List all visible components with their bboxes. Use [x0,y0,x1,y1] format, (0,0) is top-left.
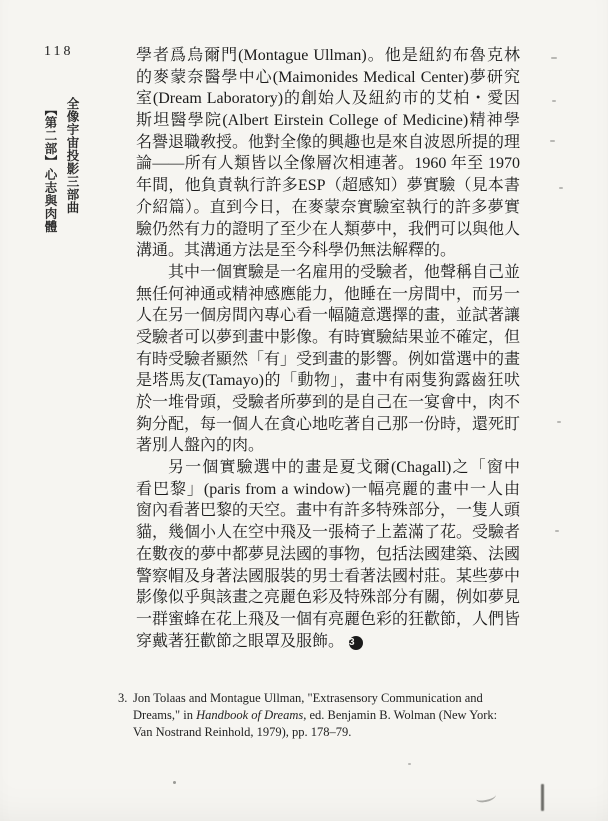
scan-artifact-dash [541,784,544,811]
footnote-number: 3. [118,691,128,705]
text-line: 窗內看著巴黎的天空。畫中有許多特殊部分，一隻人頭 [136,502,521,520]
scan-artifact-dot [173,781,176,784]
text-line: 室(Dream Laboratory)的創始人及紐約市的艾柏・愛因 [136,90,520,108]
text-line: 於一堆骨頭，受驗者所夢到的是自己在一宴會中，肉不 [136,394,521,411]
text-line: 受驗者可以夢到畫中影像。有時實驗結果並不確定，但 [136,328,521,346]
text-line: 在數夜的夢中都夢見法國的事物，包括法國建築、法國 [136,545,521,563]
text-line: 學者爲烏爾門(Montague Ullman)。他是紐約布魯克林 [136,47,520,64]
footnote-book-title: Handbook of Dreams [196,708,304,722]
text-line: 年間，他負責執行許多ESP（超感知）夢實驗（見本書 [136,177,520,195]
scan-artifact-tick [555,530,559,532]
spine-series-title: 全像宇宙投影三部曲 [65,97,79,214]
footnote-text: Jon Tolaas and Montague Ullman, "Extrasensory Communication and [133,691,483,705]
text-line: 介紹篇）。直到今日，在麥蒙奈實驗室執行的許多夢實 [136,198,520,216]
text-line-final: 穿戴著狂歡節之眼罩及服飾。 [136,632,345,650]
text-line: 夠分配，每一個人在貪心地吃著自己那一份時，還死盯 [136,415,521,433]
scan-artifact-tick [408,763,411,765]
text-line: 斯坦醫學院(Albert Eirstein College of Medicine)精神學 [136,112,520,130]
text-line: 其中一個實驗是一名雇用的受驗者，他聲稱自己並 [168,263,521,281]
text-line: 是塔馬友(Tamayo)的「動物」，畫中有兩隻狗露齒狂吠 [136,372,520,390]
text-line: 看巴黎」(paris from a window)一幅亮麗的畫中一人由 [136,480,520,498]
scan-artifact-tick [557,421,561,423]
scan-artifact-tick [550,140,555,142]
text-line: 有時受驗者顯然「有」受到畫的影響。例如當選中的畫 [136,350,521,368]
body-text [136,45,520,652]
text-line: 的麥蒙奈醫學中心(Maimonides Medical Center)夢研究 [136,68,520,86]
scan-artifact-tick [552,100,556,102]
text-line: 另一個實驗選中的畫是夏戈爾(Chagall)之「窗中 [168,459,520,477]
text-line: 驗仍然有力的證明了至少在人類夢中，我們可以與他人 [136,220,521,238]
footnote-line-2 [133,707,522,724]
text-line: 人在另一個房間內專心看一幅隨意選擇的畫，並試著讓 [136,307,521,325]
text-line: 警察帽及身著法國服裝的男士看著法國村莊。某些夢中 [136,567,521,585]
page-number: 118 [44,44,74,59]
scan-artifact-tick [559,187,563,189]
footnote-line-1 [118,690,522,707]
text-line [136,631,520,653]
footnote-text: , ed. Benjamin B. Wolman (New York: [303,708,498,722]
footnote-reference-marker: 3 [349,636,363,650]
text-line: 溝通。其溝通方法是至今科學仍無法解釋的。 [136,242,457,260]
footnote-text: Dreams," in [133,708,197,722]
spine-part-title: 【第二部】心志與肉體 [43,103,57,233]
text-line: 貓，幾個小人在空中飛及一張椅子上蓋滿了花。受驗者 [136,524,521,542]
text-line: 論——所有人類皆以全像層次相連著。1960 年至 1970 [136,155,520,173]
text-line: 名譽退職敎授。他對全像的興趣也是來自波恩所提的理 [136,133,521,151]
text-line: 無任何神通或精神感應能力，他睡在一房間中，而另一 [136,285,521,303]
scan-artifact-tick [551,57,557,59]
footnote [118,690,522,741]
text-line: 一群蜜蜂在花上飛及一個有亮麗色彩的狂歡節，人們皆 [136,610,521,628]
footnote-line-3: Van Nostrand Reinhold, 1979), pp. 178–79. [133,725,352,739]
text-line: 著別人盤內的肉。 [136,437,265,455]
text-line: 影像似乎與該畫之亮麗色彩及特殊部分有關，例如夢見 [136,589,521,607]
scan-artifact-squiggle [475,791,496,804]
